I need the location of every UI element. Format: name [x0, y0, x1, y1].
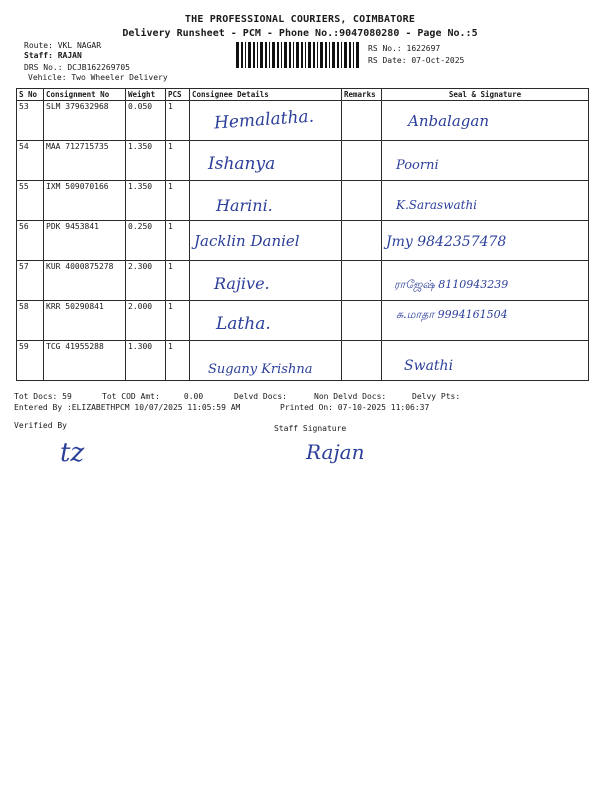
- vehicle-label: Vehicle: Two Wheeler Delivery: [28, 73, 168, 82]
- rs-number: RS No.: 1622697: [368, 44, 441, 53]
- barcode-bar: [344, 42, 347, 68]
- table-row: [17, 261, 589, 301]
- cell-seal: [382, 301, 589, 341]
- cell-pcs: 1: [166, 341, 190, 381]
- barcode-bar: [325, 42, 327, 68]
- barcode-image: [236, 42, 362, 68]
- consignee-handwriting: Hemalatha.: [213, 106, 315, 134]
- barcode-bar: [329, 42, 330, 68]
- barcode-bar: [356, 42, 359, 68]
- barcode-bar: [332, 42, 335, 68]
- consignee-handwriting: Harini.: [216, 196, 273, 215]
- barcode-bar: [317, 42, 318, 68]
- cell-consignment: KUR 4000875278: [44, 261, 126, 301]
- cell-consignee: [190, 221, 342, 261]
- signature-handwriting: சு.மாதா 9994161504: [396, 308, 508, 321]
- total-cod: Tot COD Amt: 0.00: [102, 392, 204, 401]
- table-header-row: [17, 89, 589, 101]
- cell-pcs: 1: [166, 301, 190, 341]
- barcode-bar: [248, 42, 251, 68]
- cell-consignment: MAA 712715735: [44, 141, 126, 181]
- barcode-bar: [269, 42, 270, 68]
- cell-pcs: 1: [166, 181, 190, 221]
- cell-pcs: 1: [166, 141, 190, 181]
- col-consignment: Consignment No: [44, 89, 126, 101]
- barcode-bar: [265, 42, 267, 68]
- delivery-points: Delvy Pts:: [412, 392, 461, 401]
- barcode-bar: [313, 42, 315, 68]
- cell-consignee: [190, 301, 342, 341]
- runsheet-table: [16, 88, 589, 381]
- table-row: [17, 301, 589, 341]
- cell-weight: 0.250: [126, 221, 166, 261]
- cell-consignment: TCG 41955288: [44, 341, 126, 381]
- signature-handwriting: Jmy 9842357478: [386, 234, 507, 250]
- staff-label: Staff: RAJAN: [24, 51, 82, 60]
- cell-seal: [382, 141, 589, 181]
- cell-sno: 55: [17, 181, 44, 221]
- col-remarks: Remarks: [342, 89, 382, 101]
- cell-sno: 58: [17, 301, 44, 341]
- total-docs: Tot Docs: 59: [14, 392, 72, 401]
- printed-on: Printed On: 07-10-2025 11:06:37: [280, 403, 430, 412]
- barcode-bar: [245, 42, 246, 68]
- verified-by-label: Verified By: [14, 421, 67, 430]
- delivered-docs: Delvd Docs:: [234, 392, 287, 401]
- cell-pcs: 1: [166, 101, 190, 141]
- cell-sno: 53: [17, 101, 44, 141]
- cell-seal: [382, 181, 589, 221]
- barcode-bar: [337, 42, 339, 68]
- cell-consignment: KRR 50290841: [44, 301, 126, 341]
- barcode-bar: [349, 42, 351, 68]
- barcode-bar: [257, 42, 258, 68]
- cell-consignee: [190, 141, 342, 181]
- verified-signature: tz: [60, 438, 85, 468]
- barcode-bar: [260, 42, 263, 68]
- cell-consignment: SLM 379632968: [44, 101, 126, 141]
- table-row: [17, 221, 589, 261]
- cell-consignee: [190, 101, 342, 141]
- cell-sno: 57: [17, 261, 44, 301]
- cell-weight: 0.050: [126, 101, 166, 141]
- cell-pcs: 1: [166, 221, 190, 261]
- company-title: THE PROFESSIONAL COURIERS, COIMBATORE: [184, 14, 416, 25]
- staff-handwritten-signature: Rajan: [306, 440, 365, 464]
- cell-sno: 56: [17, 221, 44, 261]
- cell-remarks: [342, 261, 382, 301]
- signature-handwriting: Anbalagan: [408, 112, 489, 130]
- cell-remarks: [342, 181, 382, 221]
- cell-weight: 1.350: [126, 141, 166, 181]
- consignee-handwriting: Latha.: [216, 314, 271, 334]
- barcode-bar: [281, 42, 282, 68]
- col-pcs: PCS: [166, 89, 190, 101]
- table-row: [17, 341, 589, 381]
- col-consignee: Consignee Details: [190, 89, 342, 101]
- route-label: Route: VKL NAGAR: [24, 41, 102, 50]
- cell-weight: 1.350: [126, 181, 166, 221]
- barcode-bar: [277, 42, 279, 68]
- cell-seal: [382, 221, 589, 261]
- cell-remarks: [342, 301, 382, 341]
- barcode-bar: [308, 42, 311, 68]
- table-row: [17, 101, 589, 141]
- cell-seal: [382, 261, 589, 301]
- cell-sno: 54: [17, 141, 44, 181]
- barcode-bar: [253, 42, 255, 68]
- consignee-handwriting: Jacklin Daniel: [194, 232, 300, 250]
- cell-consignee: [190, 261, 342, 301]
- col-seal: Seal & Signature: [382, 89, 589, 101]
- consignee-handwriting: Ishanya: [208, 154, 276, 174]
- cell-remarks: [342, 341, 382, 381]
- cell-pcs: 1: [166, 261, 190, 301]
- drs-number: DRS No.: DCJB162269705: [24, 63, 130, 72]
- cell-weight: 2.300: [126, 261, 166, 301]
- cell-remarks: [342, 221, 382, 261]
- signature-handwriting: K.Saraswathi: [396, 198, 478, 212]
- consignee-handwriting: Sugany Krishna: [208, 362, 313, 377]
- barcode-bar: [236, 42, 239, 68]
- barcode-bar: [341, 42, 342, 68]
- cell-consignment: IXM 509070166: [44, 181, 126, 221]
- barcode-bar: [320, 42, 323, 68]
- table-row: [17, 181, 589, 221]
- cell-consignment: PDK 9453841: [44, 221, 126, 261]
- signature-handwriting: Swathi: [404, 358, 454, 374]
- barcode-bar: [289, 42, 291, 68]
- rs-date: RS Date: 07-Oct-2025: [368, 56, 465, 65]
- entered-by: Entered By :ELIZABETHPCM 10/07/2025 11:05:59 AM: [14, 403, 241, 412]
- col-sno: S No: [17, 89, 44, 101]
- signature-handwriting: Poorni: [396, 158, 439, 173]
- cell-consignee: [190, 341, 342, 381]
- col-weight: Weight: [126, 89, 166, 101]
- runsheet-subtitle: Delivery Runsheet - PCM - Phone No.:9047080280 - Page No.:5: [122, 28, 478, 39]
- cell-remarks: [342, 101, 382, 141]
- barcode-bar: [296, 42, 299, 68]
- barcode-bar: [284, 42, 287, 68]
- barcode-bar: [272, 42, 275, 68]
- cell-weight: 1.300: [126, 341, 166, 381]
- consignee-handwriting: Rajive.: [214, 274, 270, 293]
- cell-weight: 2.000: [126, 301, 166, 341]
- barcode-bar: [305, 42, 306, 68]
- signature-handwriting: ராஜேஷ் 8110943239: [394, 278, 509, 291]
- cell-remarks: [342, 141, 382, 181]
- barcode-bar: [301, 42, 303, 68]
- barcode-bar: [241, 42, 243, 68]
- staff-signature-label: Staff Signature: [274, 424, 347, 433]
- barcode-bar: [293, 42, 294, 68]
- cell-consignee: [190, 181, 342, 221]
- barcode-bar: [353, 42, 354, 68]
- cell-seal: [382, 341, 589, 381]
- non-delivered-docs: Non Delvd Docs:: [314, 392, 387, 401]
- cell-seal: [382, 101, 589, 141]
- cell-sno: 59: [17, 341, 44, 381]
- table-row: [17, 141, 589, 181]
